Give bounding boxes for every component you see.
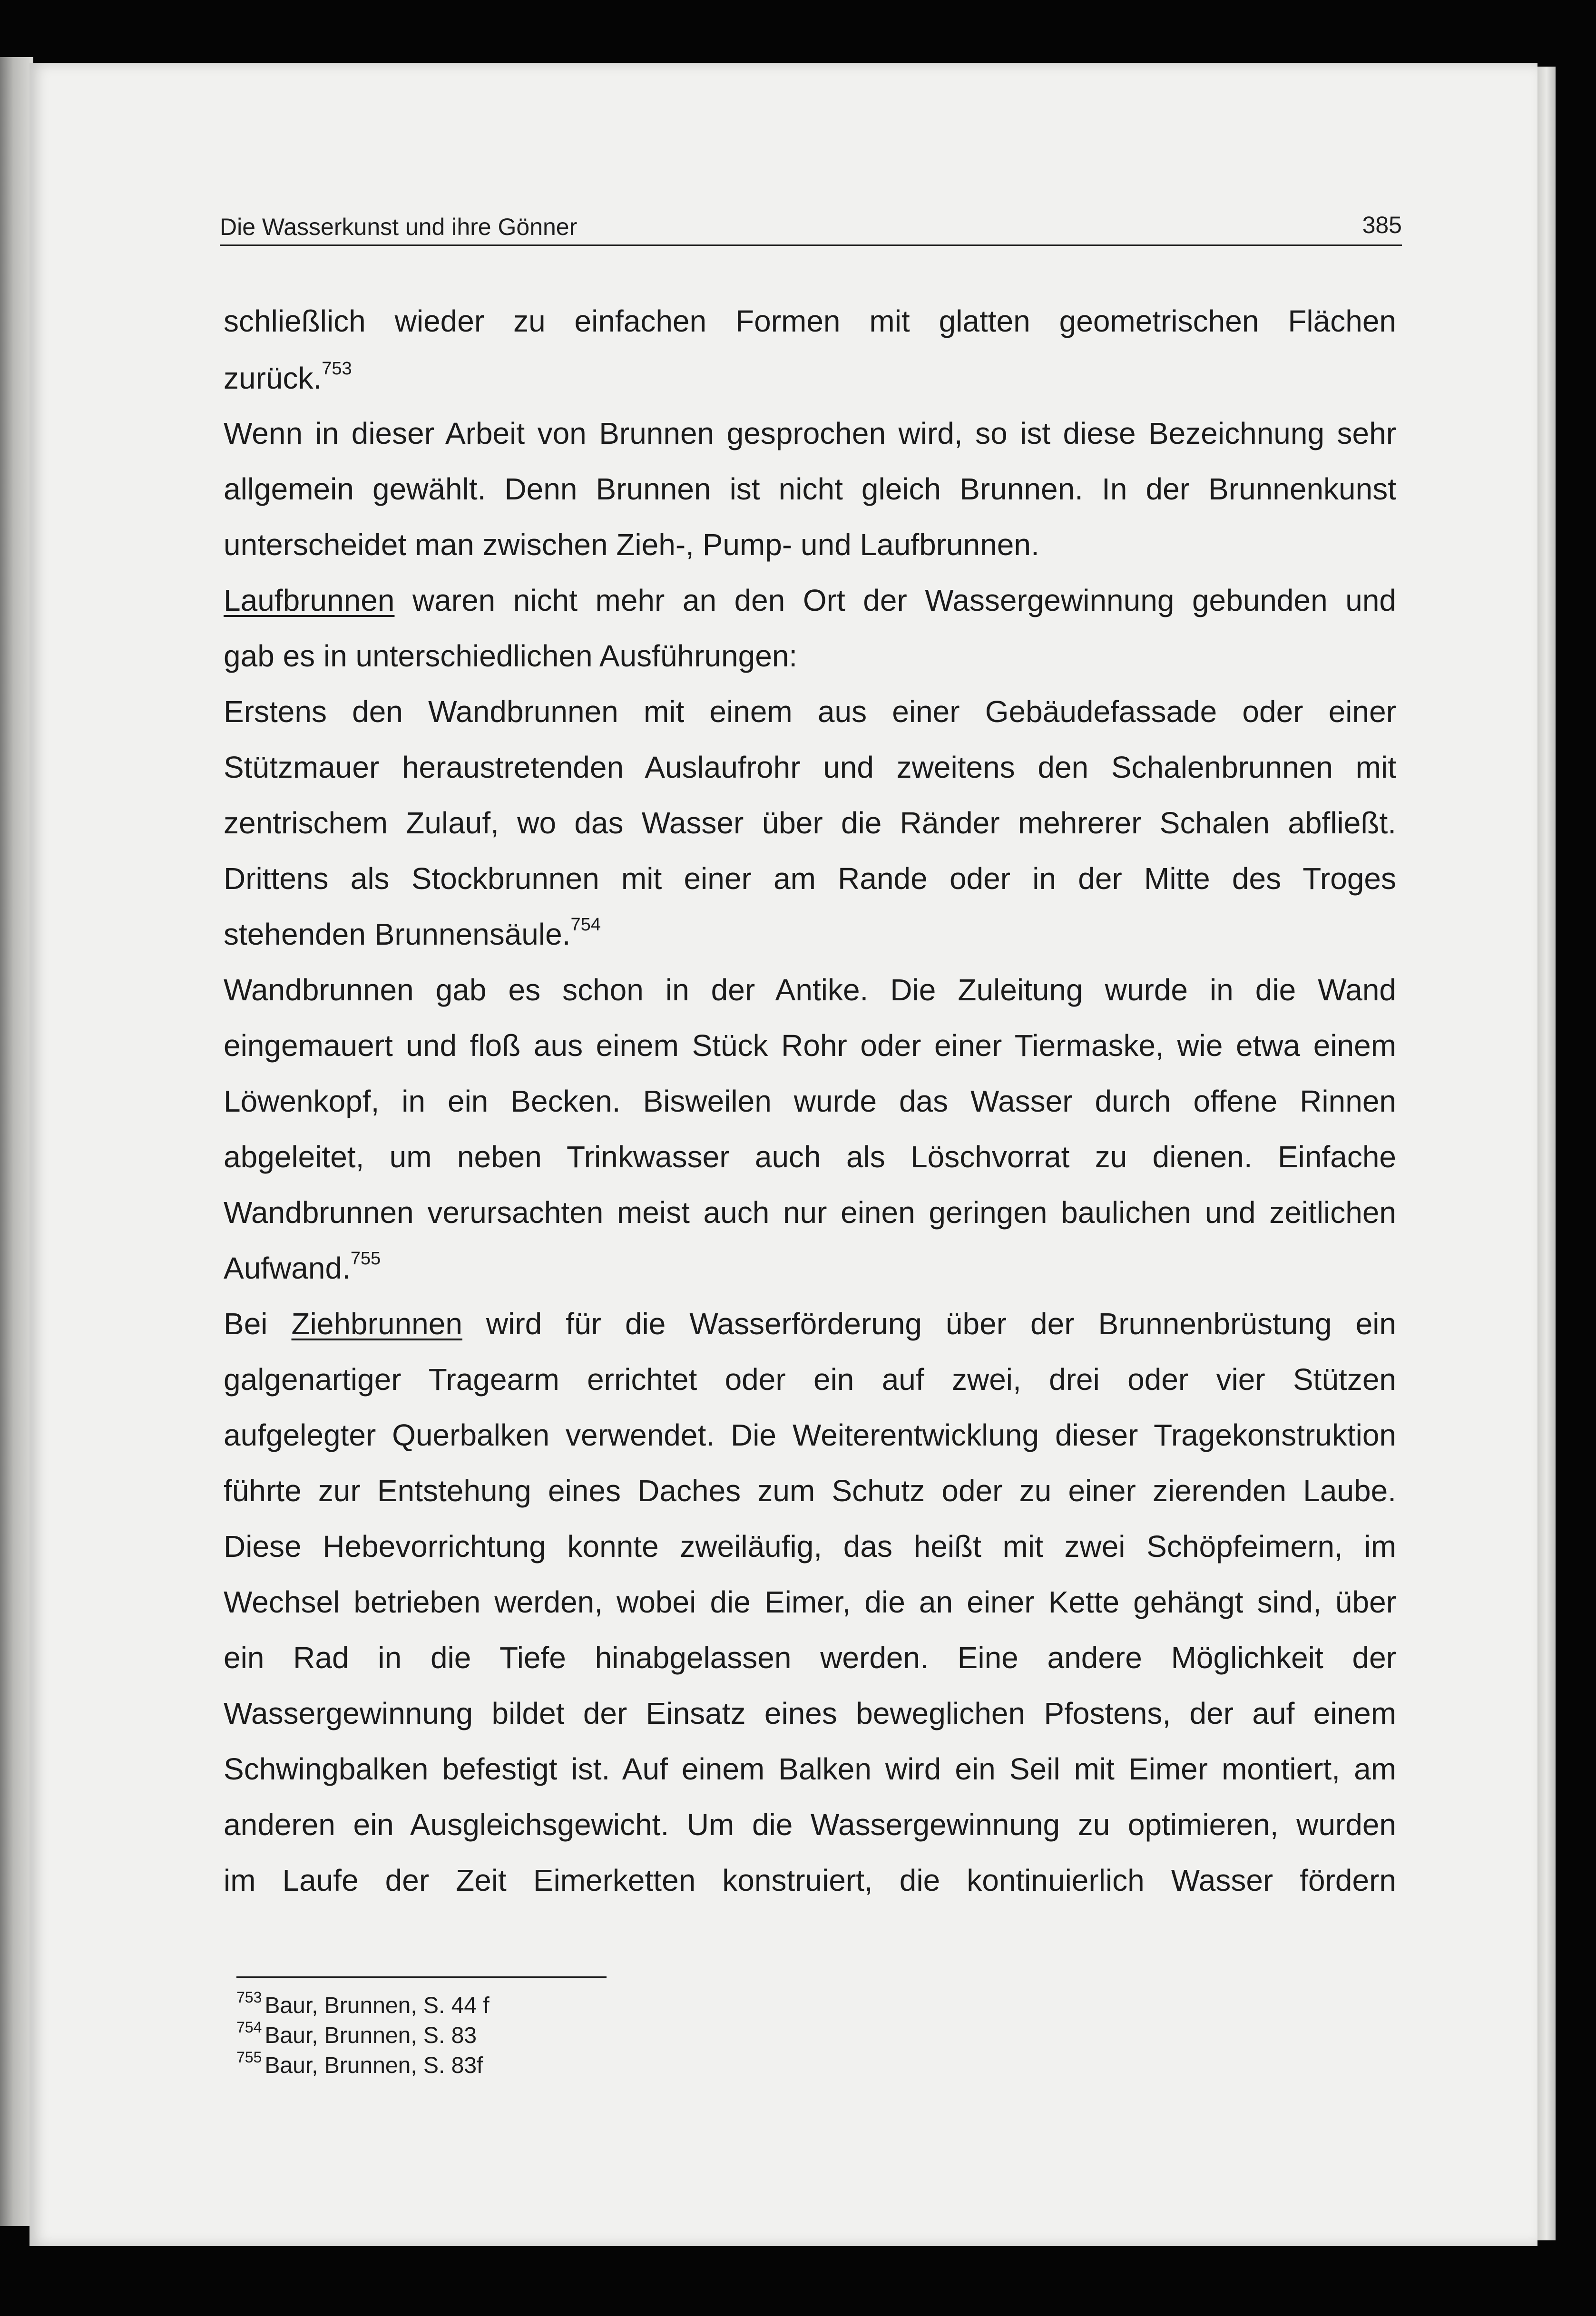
text-line: Wassergewinnung bildet der Einsatz eines beweglichen Pfostens, der auf einem [224,1696,1396,1730]
footnote: $^{753}$ Baur, Brunnen, S. 44 f [236,1989,490,2018]
text-line: unterscheidet man zwischen Zieh-, Pump- und Laufbrunnen. [224,528,1039,562]
footnote-number: 755 [236,2049,262,2066]
text-line: gab es in unterschiedlichen Ausführungen: [224,639,798,673]
text-line: stehenden Brunnensäule.$^{754}$ [224,915,601,951]
text-line: galgenartiger Tragearm errichtet oder ein auf zwei, drei oder vier Stützen [224,1362,1396,1397]
footnote-number: 754 [236,2019,262,2036]
text-line: Löwenkopf, in ein Becken. Bisweilen wurde das Wasser durch offene Rinnen [224,1084,1396,1118]
facing-page-edge [0,57,33,2226]
text-line: Drittens als Stockbrunnen mit einer am Rande oder in der Mitte des Troges [224,861,1396,896]
running-title: Die Wasserkunst und ihre Gönner [220,214,578,240]
text-line: anderen ein Ausgleichsgewicht. Um die Wassergewinnung zu optimieren, wurden [224,1808,1396,1842]
term-ziehbrunnen: Ziehbrunnen [291,1307,462,1341]
page-header [220,213,1402,246]
footnote-number: 753 [236,1989,262,2006]
page-stack-edge [1537,67,1556,2240]
text-line: Diese Hebevorrichtung konnte zweiläufig, das heißt mit zwei Schöpfeimern, im [224,1529,1396,1564]
text-line: Wandbrunnen gab es schon in der Antike. Die Zuleitung wurde in die Wand [224,973,1396,1007]
text-line: Stützmauer heraustretenden Auslaufrohr und zweitens den Schalenbrunnen mit [224,750,1396,784]
page-number: 385 [1362,212,1402,238]
term-laufbrunnen: Laufbrunnen [224,583,395,617]
text-line: allgemein gewählt. Denn Brunnen ist nicht gleich Brunnen. In der Brunnenkunst [224,472,1396,506]
text-line: Laufbrunnen waren nicht mehr an den Ort der Wassergewinnung gebunden und [224,583,1396,617]
footnote-separator [236,1976,607,1978]
text-line: Erstens den Wandbrunnen mit einem aus einer Gebäudefassade oder einer [224,694,1396,729]
footnote: $^{754}$ Baur, Brunnen, S. 83 [236,2019,477,2048]
text-line: führte zur Entstehung eines Daches zum Schutz oder zu einer zierenden Laube. [224,1474,1396,1508]
text-line: im Laufe der Zeit Eimerketten konstruiert, die kontinuierlich Wasser fördern [224,1863,1396,1897]
text-line: Aufwand.$^{755}$ [224,1249,381,1285]
text-line: Bei Ziehbrunnen wird für die Wasserförderung über der Brunnenbrüstung ein [224,1307,1397,1341]
footnote: $^{755}$ Baur, Brunnen, S. 83f [236,2049,483,2078]
text-line: Wenn in dieser Arbeit von Brunnen gesprochen wird, so ist diese Bezeichnung sehr [224,416,1396,450]
text-line: Schwingbalken befestigt ist. Auf einem Balken wird ein Seil mit Eimer montiert, am [224,1752,1396,1786]
text-line: zentrischem Zulauf, wo das Wasser über die Ränder mehrerer Schalen abfließt. [224,806,1396,840]
footnote-ref[interactable]: 754 [570,915,601,935]
text-line: schließlich wieder zu einfachen Formen mit glatten geometrischen Flächen [224,304,1396,338]
footnote-ref[interactable]: 755 [350,1249,381,1269]
text-line: ein Rad in die Tiefe hinabgelassen werden. Eine andere Möglichkeit der [224,1641,1396,1675]
text-line: eingemauert und floß aus einem Stück Rohr oder einer Tiermaske, wie etwa einem [224,1028,1396,1063]
footnote-ref[interactable]: 753 [322,359,352,379]
text-line: Wechsel betrieben werden, wobei die Eimer, die an einer Kette gehängt sind, über [224,1585,1396,1619]
text-line: aufgelegter Querbalken verwendet. Die Weiterentwicklung dieser Tragekonstruktion [224,1418,1396,1452]
text-line: Wandbrunnen verursachten meist auch nur einen geringen baulichen und zeitlichen [224,1195,1396,1230]
text-line: abgeleitet, um neben Trinkwasser auch als Löschvorrat zu dienen. Einfache [224,1140,1396,1174]
text-line: zurück.$^{753}$ [224,359,352,395]
